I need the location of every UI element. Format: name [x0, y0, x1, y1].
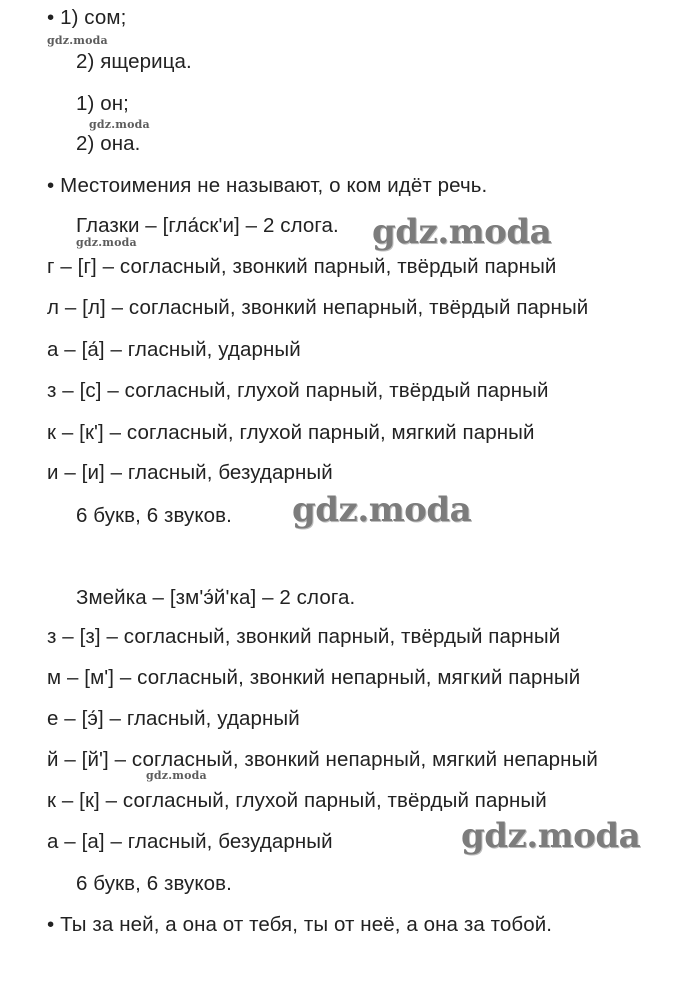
- watermark-small: gdz.moda: [146, 769, 207, 782]
- watermark-small: gdz.moda: [76, 236, 137, 249]
- answer-line-5: • Местоимения не называют, о ком идёт речь.: [47, 174, 488, 197]
- watermark-small: gdz.moda: [47, 34, 108, 47]
- answer-line-1: • 1) сом;: [47, 6, 127, 29]
- word-analysis-title-2: Змейка – [зм'э́й'ка] – 2 слога.: [76, 586, 356, 609]
- letter-analysis-line: а – [а] – гласный, безударный: [47, 830, 333, 853]
- letter-analysis-line: к – [к'] – согласный, глухой парный, мягкий парный: [47, 421, 535, 444]
- answer-line-2: 2) ящерица.: [76, 50, 192, 73]
- letter-sound-count: 6 букв, 6 звуков.: [76, 504, 232, 527]
- letter-analysis-line: л – [л] – согласный, звонкий непарный, твёрдый парный: [47, 296, 589, 319]
- answer-line-3: 1) он;: [76, 92, 129, 115]
- letter-analysis-line: й – [й'] – согласный, звонкий непарный, мягкий непарный: [47, 748, 598, 771]
- letter-analysis-line: к – [к] – согласный, глухой парный, твёрдый парный: [47, 789, 547, 812]
- letter-analysis-line: з – [с] – согласный, глухой парный, твёрдый парный: [47, 379, 549, 402]
- letter-sound-count: 6 букв, 6 звуков.: [76, 872, 232, 895]
- letter-analysis-line: е – [э́] – гласный, ударный: [47, 707, 300, 730]
- letter-analysis-line: м – [м'] – согласный, звонкий непарный, мягкий парный: [47, 666, 581, 689]
- letter-analysis-line: и – [и] – гласный, безударный: [47, 461, 333, 484]
- watermark-small: gdz.moda: [89, 118, 150, 131]
- answer-line-4: 2) она.: [76, 132, 141, 155]
- word-analysis-title-1: Глазки – [гла́ск'и] – 2 слога.: [76, 214, 339, 237]
- letter-analysis-line: г – [г] – согласный, звонкий парный, твёрдый парный: [47, 255, 557, 278]
- answer-line-final: • Ты за ней, а она от тебя, ты от неё, а она за тобой.: [47, 913, 553, 936]
- letter-analysis-line: з – [з] – согласный, звонкий парный, твёрдый парный: [47, 625, 561, 648]
- watermark-large: gdz.moda: [372, 212, 552, 252]
- watermark-large: gdz.moda: [461, 816, 641, 856]
- letter-analysis-line: а – [а́] – гласный, ударный: [47, 338, 301, 361]
- watermark-large: gdz.moda: [292, 490, 472, 530]
